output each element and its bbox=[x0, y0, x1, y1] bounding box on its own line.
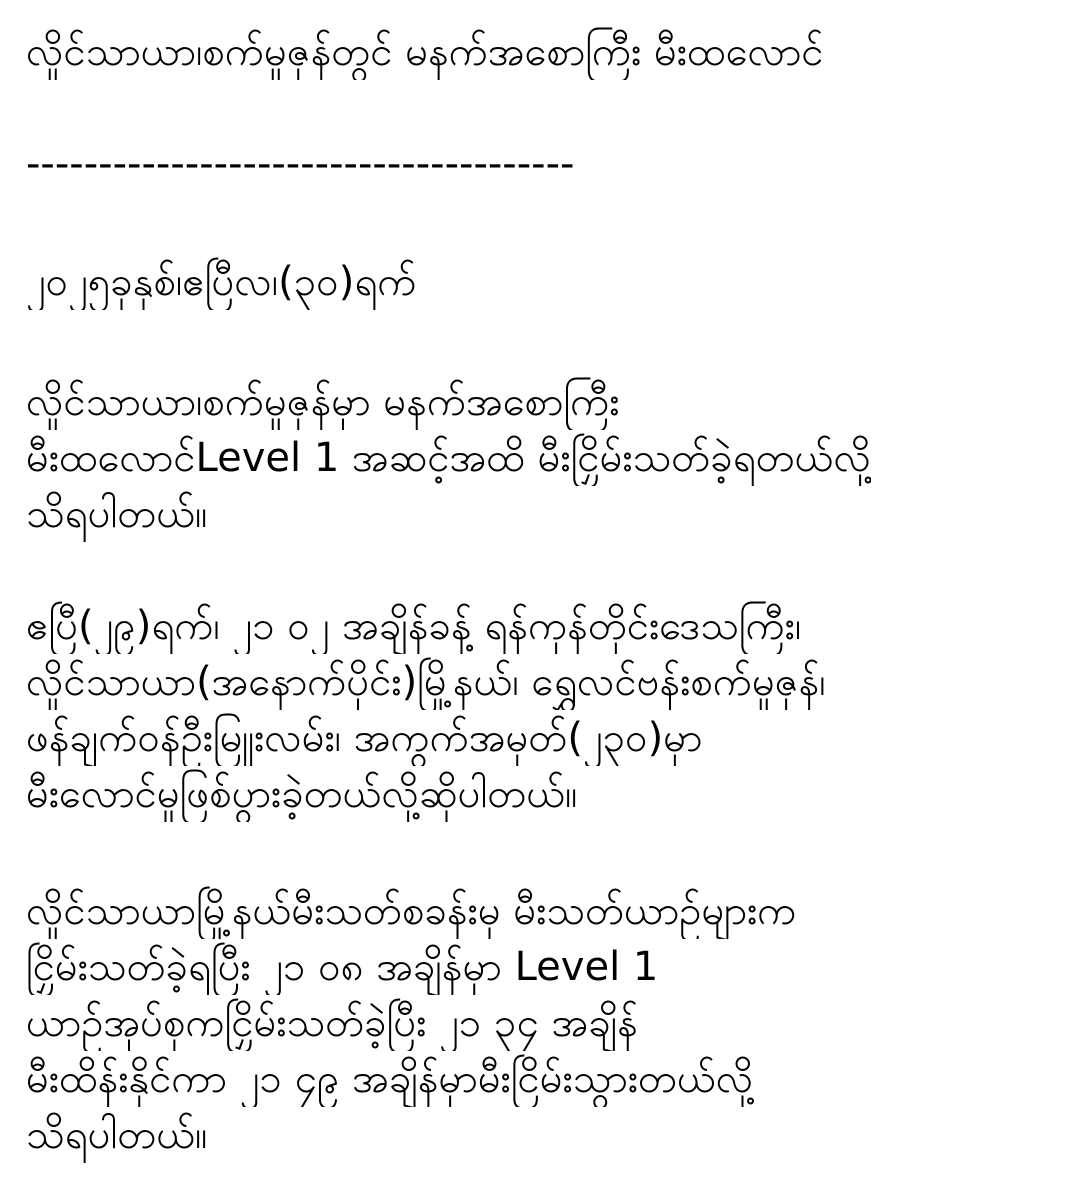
paragraph-2 bbox=[26, 598, 826, 822]
paragraph-1 bbox=[26, 374, 871, 542]
paragraph-line: လှိုင်သာယာ၊စက်မှုဇုန်မှာ မနက်အစောကြီး bbox=[26, 379, 620, 425]
paragraph-line: ယာဉ်အုပ်စုကငြှိမ်းသတ်ခဲ့ပြီး ၂၁ ၃၄ အချိန် bbox=[26, 1000, 638, 1046]
paragraph-line: သိရပါတယ်။ bbox=[26, 1112, 208, 1158]
paragraph-line: ဖန်ချက်ဝန်ဦးမြူးလမ်း၊ အကွက်အမှတ်(၂၃၀)မှာ bbox=[26, 715, 703, 761]
paragraph-3 bbox=[26, 883, 796, 1163]
paragraph-line: ငြှိမ်းသတ်ခဲ့ရပြီး ၂၁ ၀၈ အချိန်မှာ Level 1 bbox=[26, 944, 659, 990]
paragraph-line: မီးထိန်းနိုင်ကာ ၂၁ ၄၉ အချိန်မှာမီးငြိမ်းသွားတယ်လို့ bbox=[26, 1056, 754, 1102]
paragraph-line: မီးလောင်မှုဖြစ်ပွားခဲ့တယ်လို့ဆိုပါတယ်။ bbox=[26, 771, 578, 817]
paragraph-line: လှိုင်သာယာမြို့နယ်မီးသတ်စခန်းမှ မီးသတ်ယာဉ်များက bbox=[26, 888, 797, 934]
separator-line: -------------------------------------- bbox=[26, 141, 575, 187]
paragraph-line: လှိုင်သာယာ(အနောက်ပိုင်း)မြို့နယ်၊ ရွှေလင်ဗန်းစက်မှုဇုန်၊ bbox=[26, 659, 826, 705]
article-title: လှိုင်သာယာ၊စက်မှုဇုန်တွင် မနက်အစောကြီး မီးထလောင် bbox=[26, 29, 824, 75]
paragraph-line: သိရပါတယ်။ bbox=[26, 491, 208, 537]
article-date: ၂၀၂၅ခုနှစ်၊ဧပြီလ၊(၃၀)ရက် bbox=[26, 259, 417, 305]
paragraph-line: မီးထလောင်Level 1 အဆင့်အထိ မီးငြှိမ်းသတ်ခဲ့ရတယ်လို့ bbox=[26, 435, 871, 481]
paragraph-line: ဧပြီ(၂၉)ရက်၊ ၂၁ ၀၂ အချိန်ခန့် ရန်ကုန်တိုင်းဒေသကြီး၊ bbox=[26, 603, 802, 649]
